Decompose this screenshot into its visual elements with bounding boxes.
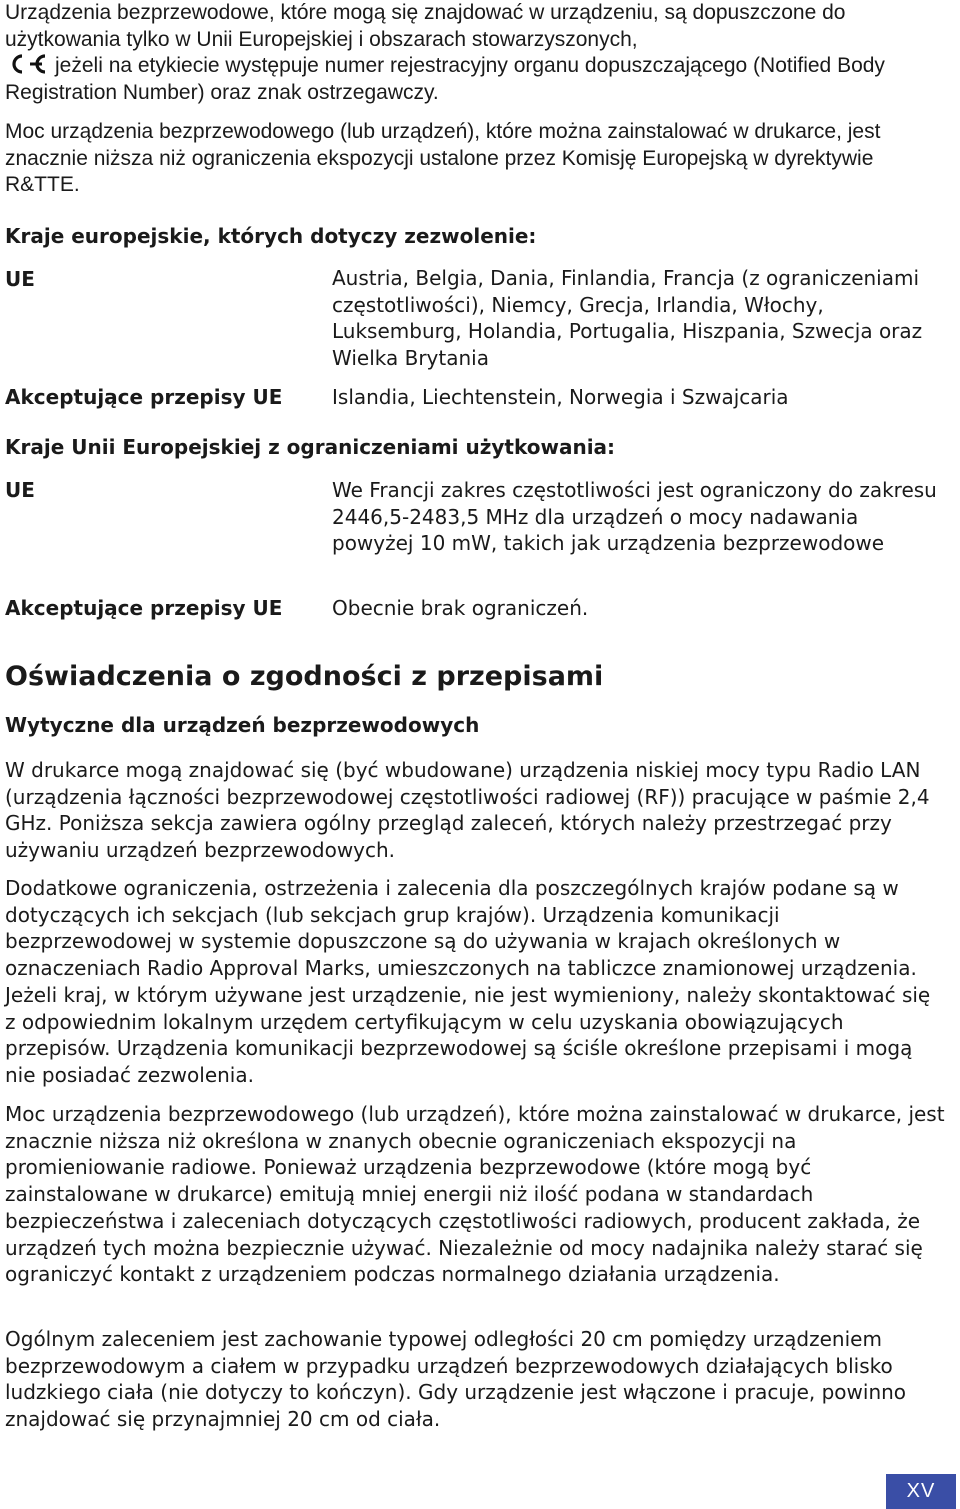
approved-row-label: Akceptujące przepisy UE [5,385,283,409]
approved-row-label: UE [5,267,35,291]
body-paragraph: Dodatkowe ograniczenia, ostrzeżenia i zalecenia dla poszczególnych krajów podane są w dotyczących ich sekcjach (lub sekcjach grup krajów). Urządzenia komunikacji bezprzewodowej w systemie dopuszczone są do używania w krajach określonych w oznaczeniach Radio Approval Marks, umieszczonych na tabliczce znamionowej urządzenia. Jeżeli kraj, w którym używane jest urządzenie, nie jest wymieniony, należy skontaktować się z odpowiednim lokalnym urzędem certyfikującym w celu uzyskania obowiązujących przepisów. Urządzenia komunikacji bezprzewodowej są ściśle określone przepisami i mogą nie posiadać zezwolenia. [5,876,931,1087]
body-paragraph: Ogólnym zaleceniem jest zachowanie typowej odległości 20 cm pomiędzy urządzeniem bezprzewodowym a ciałem w przypadku urządzeń bezprzewodowych działających blisko ludzkiego ciała (nie dotyczy to kończyn). Gdy urządzenie jest włączone i pracuje, powinno znajdować się przynajmniej 20 cm od ciała. [5,1327,907,1432]
section-subtitle: Wytyczne dla urządzeń bezprzewodowych [5,713,480,737]
restricted-row-label: UE [5,478,35,502]
approved-countries-heading: Kraje europejskie, których dotyczy zezwolenie: [5,224,537,248]
restricted-row-value: Obecnie brak ograniczeń. [332,596,589,620]
ce-mark-icon [5,54,49,74]
restricted-row-value: We Francji zakres częstotliwości jest ograniczony do zakresu 2446,5-2483,5 MHz dla urządzeń o mocy nadawania powyżej 10 mW, takich jak urządzenia bezprzewodowe [332,478,937,556]
body-paragraph: W drukarce mogą znajdować się (być wbudowane) urządzenia niskiej mocy typu Radio LAN (urządzenia łączności bezprzewodowej częstotliwości radiowej (RF)) pracujące w paśmie 2,4 GHz. Poniższa sekcja zawiera ogólny przegląd zaleceń, których należy przestrzegać przy używaniu urządzeń bezprzewodowych. [5,758,930,863]
restricted-row-label: Akceptujące przepisy UE [5,596,283,620]
body-paragraph: Moc urządzenia bezprzewodowego (lub urządzeń), które można zainstalować w drukarce, jest znacznie niższa niż określona w znanych obecnie ograniczeniach ekspozycji na promieniowanie radiowe. Ponieważ urządzenia bezprzewodowe (które mogą być zainstalowane w drukarce) emitują mniej energii niż ilość podana w standardach bezpieczeństwa i zaleceniach dotyczących częstotliwości radiowych, producent zakłada, że urządzeń tych można bezpiecznie używać. Niezależnie od mocy nadajnika należy starać się ograniczyć kontakt z urządzeniem podczas normalnego działania urządzenia. [5,1102,945,1287]
page-number-badge: XV [886,1474,956,1509]
intro-paragraph-2: Moc urządzenia bezprzewodowego (lub urządzeń), które można zainstalować w drukarce, jest znacznie niższa niż ograniczenia ekspozycji ustalone przez Komisję Europejską w dyrektywie R&TTE. [5,120,881,196]
intro-paragraph-1 [5,0,945,106]
restricted-countries-heading: Kraje Unii Europejskiej z ograniczeniami użytkowania: [5,435,616,459]
intro-paragraph-1-text: Urządzenia bezprzewodowe, które mogą się znajdować w urządzeniu, są dopuszczone do użytkowania tylko w Unii Europejskiej i obszarach stowarzyszonych, [5,1,846,51]
section-title: Oświadczenia o zgodności z przepisami [5,661,604,692]
intro-paragraph-1-continuation: jeżeli na etykiecie występuje numer rejestracyjny organu dopuszczającego (Notified Body Registration Number) oraz znak ostrzegawczy. [5,54,885,104]
approved-row-value: Austria, Belgia, Dania, Finlandia, Francja (z ograniczeniami częstotliwości), Niemcy, Grecja, Irlandia, Włochy, Luksemburg, Holandia, Portugalia, Hiszpania, Szwecja oraz Wielka Brytania [332,266,923,371]
approved-row-value: Islandia, Liechtenstein, Norwegia i Szwajcaria [332,385,789,409]
